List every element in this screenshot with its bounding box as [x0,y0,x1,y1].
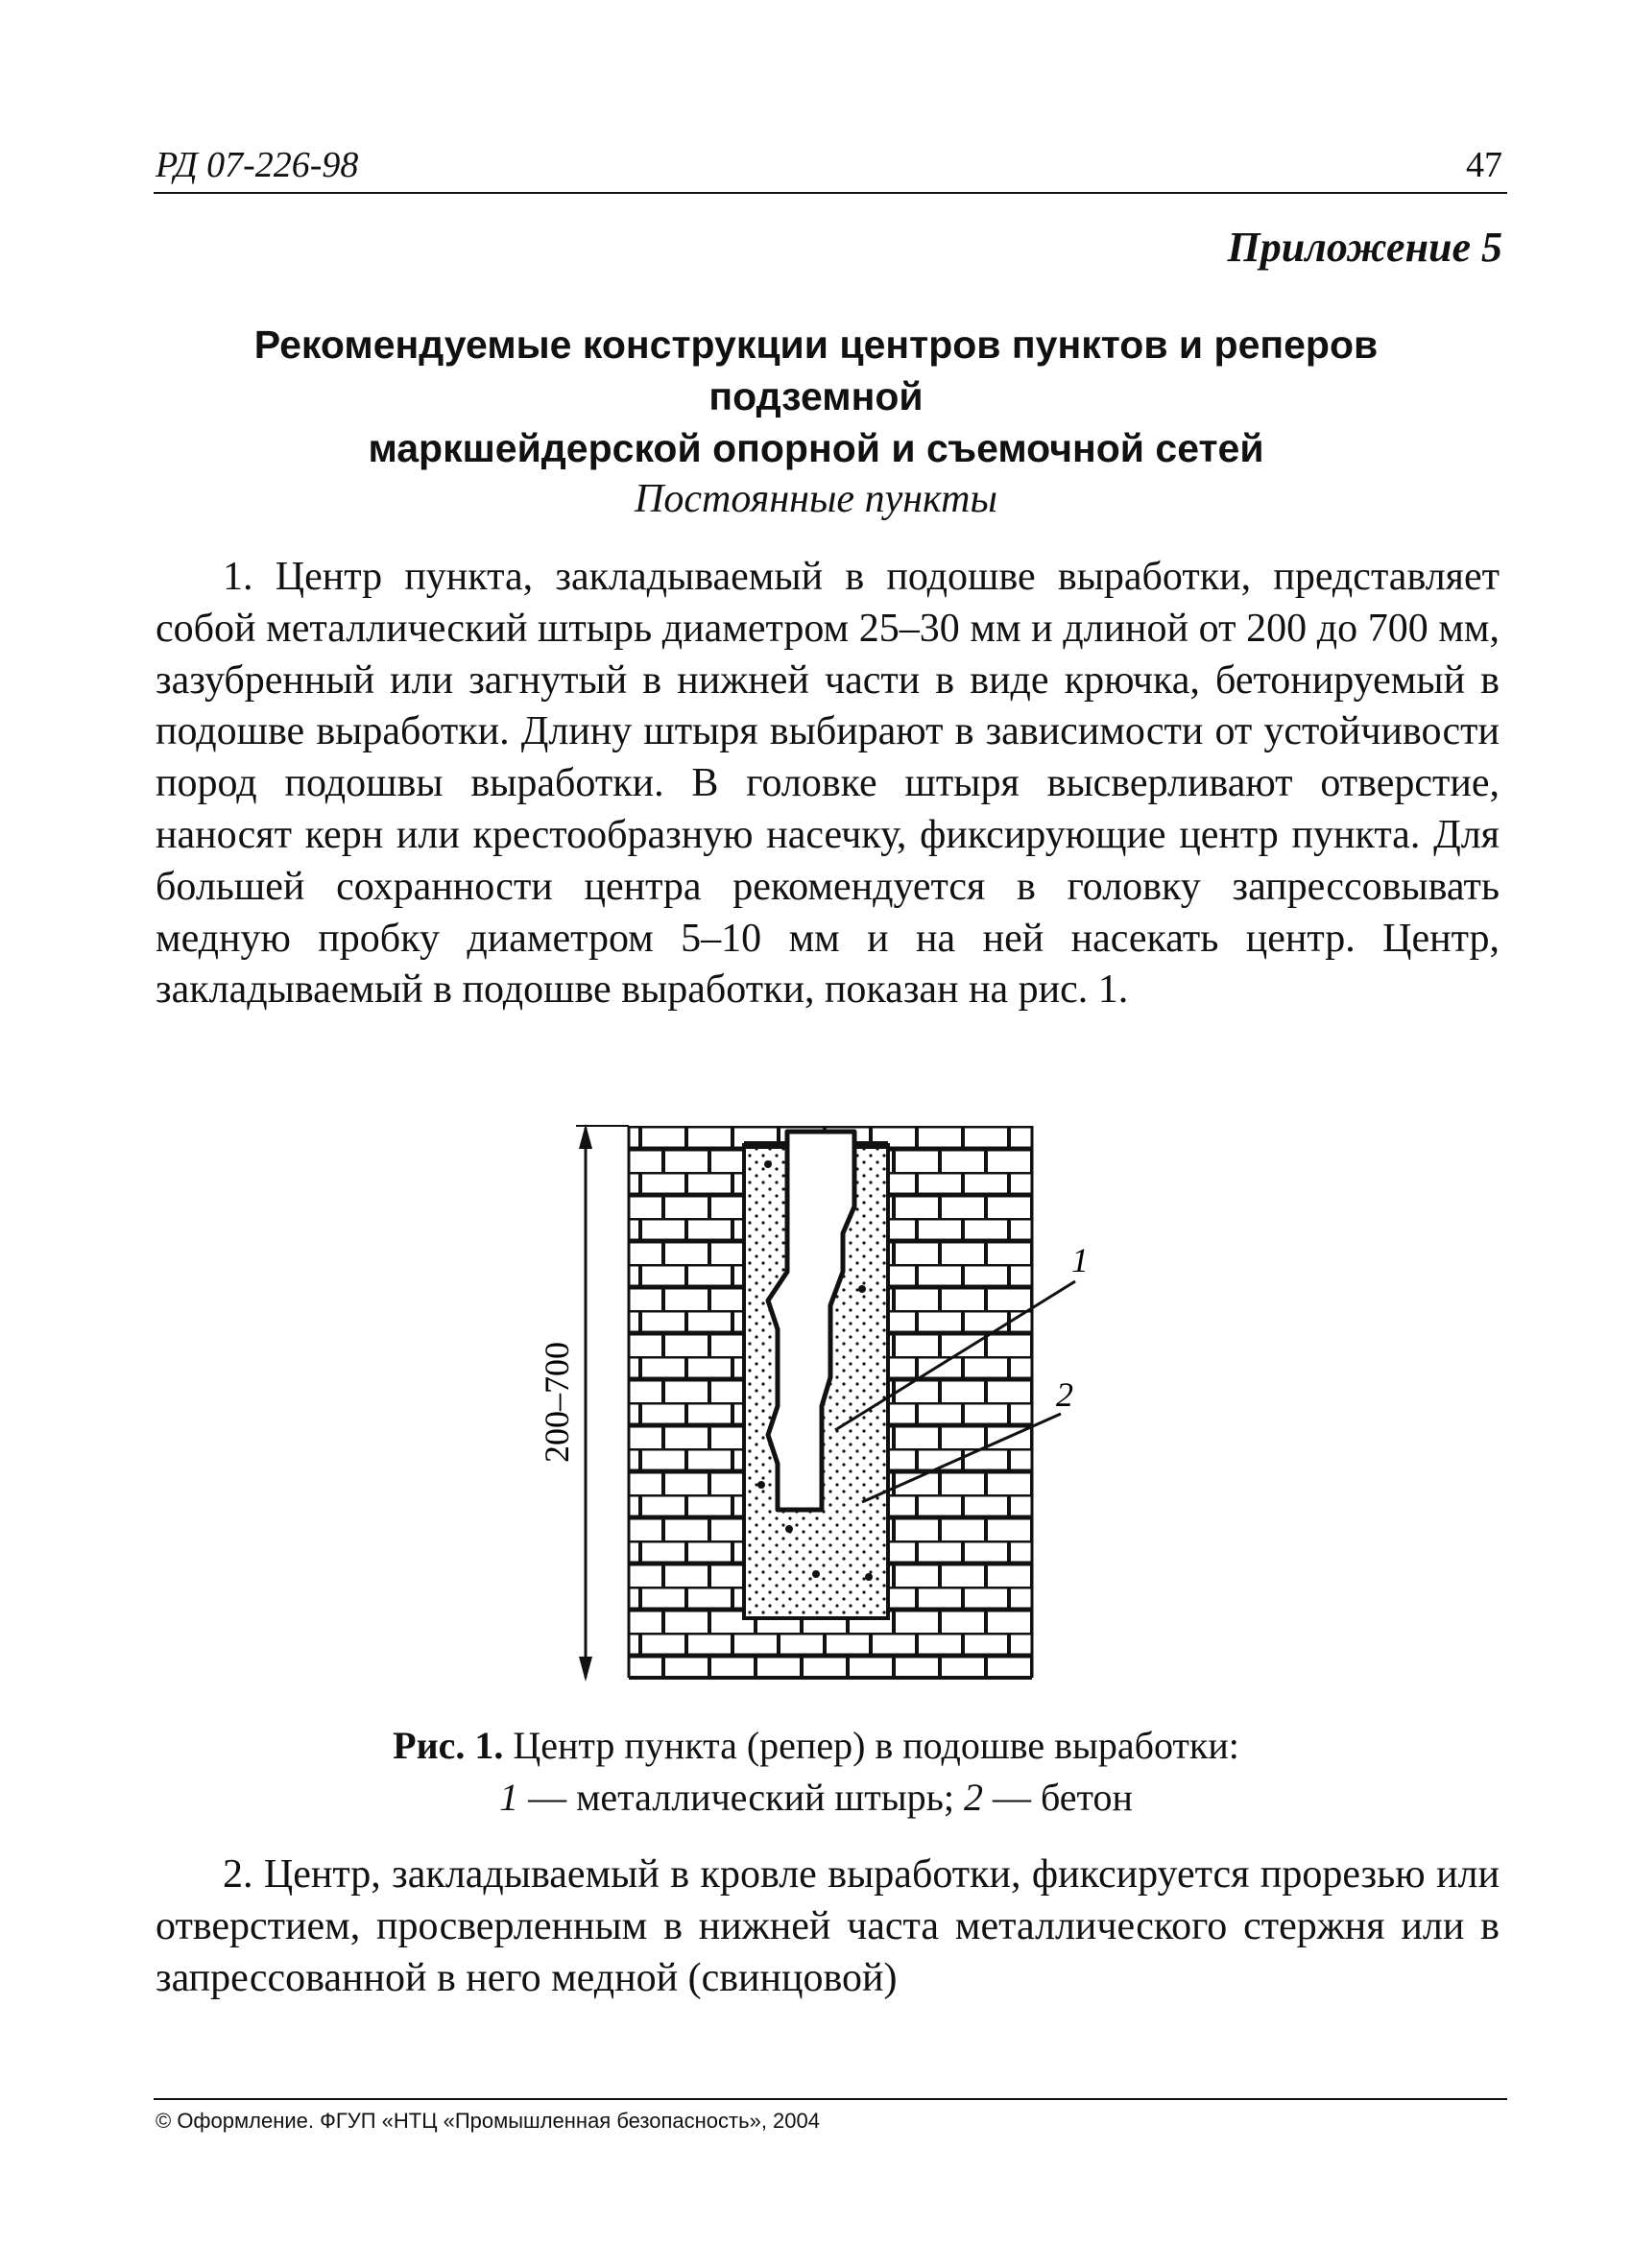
figure-caption [144,1720,1488,1824]
page-title [144,319,1488,474]
caption-item-2-text: — бетон [982,1776,1133,1819]
caption-line-2 [144,1772,1488,1824]
caption-item-2-number: 2 [963,1776,983,1819]
title-line-1: Рекомендуемые конструкции центров пунктов и реперов подземной [253,322,1379,418]
caption-line-1 [144,1720,1488,1772]
caption-item-1-number: 1 [499,1776,519,1819]
dimension-label: 200–700 [538,1342,576,1463]
paragraph-2-text: 2. Центр, закладываемый в кровле выработки, фиксируется прорезью или отверстием, просверленным в нижней часта металлического стержня или в запрессованной в него медной (свинцовой) [156,1852,1500,2000]
page-number: 47 [1466,145,1502,185]
section-subtitle: Постоянные пункты [635,477,997,521]
callout-1: 1 [1071,1241,1089,1279]
paragraph-1 [156,552,1500,1016]
callout-2: 2 [1056,1375,1073,1414]
paragraph-2 [156,1850,1500,2004]
caption-text: Центр пункта (репер) в подошве выработки: [503,1724,1239,1767]
caption-label: Рис. 1. [393,1724,504,1767]
paragraph-1-text: 1. Центр пункта, закладываемый в подошве выработки, представляет собой металлический штырь диаметром 25–30 мм и длиной от 200 до 700 мм, зазубренный или загнутый в нижней части в виде крючка, бетонируемый в подошве выработки. Длину штыря выбирают в зависимости от устойчивости пород подошвы выработки. В головке штыря высверливают отверстие, наносят керн или крестообразную насечку, фиксирующие центр пункта. Для большей сохранности центра рекомендуется в головку запрессовывать медную пробку диаметром 5–10 мм и на ней насекать центр. Центр, закладываемый в подошве выработки, показан на рис. 1. [156,555,1500,1013]
header-divider [154,192,1507,194]
document-code: РД 07-226-98 [156,145,359,185]
title-line-2: маркшейдерской опорной и съемочной сетей [368,426,1264,470]
figure-1-diagram [538,1118,1089,1694]
footer-copyright: © Оформление. ФГУП «НТЦ «Промышленная безопасность», 2004 [156,2109,820,2133]
footer-divider [154,2098,1507,2100]
dimension-line [576,1124,629,1682]
appendix-label: Приложение 5 [1227,224,1502,271]
caption-item-1-text: — металлический штырь; [518,1776,964,1819]
